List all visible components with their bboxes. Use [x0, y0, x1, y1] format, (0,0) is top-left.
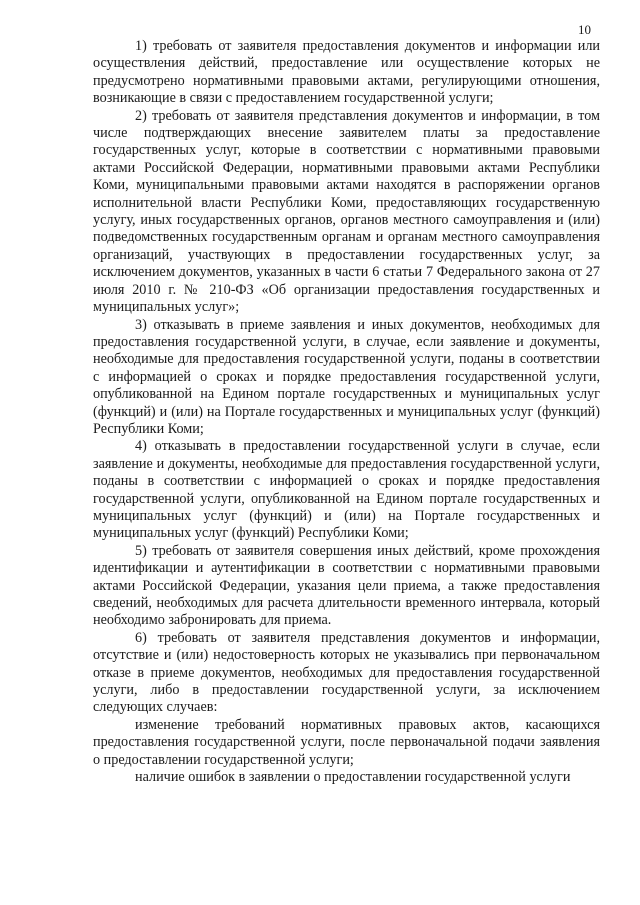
paragraph-item-3: 3) отказывать в приеме заявления и иных документов, необходимых для предоставления государственной услуги, в случае, если заявление и документы, необходимые для предоставления государственной услуги, поданы в соответствии с информацией о сроках и порядке предоставления государственной услуги, опубликованной на Едином портале государственных и муниципальных услуг (функций) и (или) на Портале государственных и муниципальных услуг (функций) Республики Коми;: [93, 316, 600, 437]
paragraph-item-6: 6) требовать от заявителя представления документов и информации, отсутствие и (или) недостоверность которых не указывались при первоначальном отказе в приеме документов, необходимых для предоставления государственной услуги, либо в предоставлении государственной услуги, за исключением следующих случаев:: [93, 629, 600, 716]
document-body: [93, 38, 600, 786]
paragraph-exception-2: наличие ошибок в заявлении о предоставлении государственной услуги: [135, 769, 571, 786]
paragraph-exception-1: изменение требований нормативных правовых актов, касающихся предоставления государственной услуги, после первоначальной подачи заявления о предоставлении государственной услуги;: [93, 716, 600, 768]
page-number: 10: [578, 22, 591, 37]
paragraph-item-5: 5) требовать от заявителя совершения иных действий, кроме прохождения идентификации и аутентификации в соответствии с нормативными правовыми актами Российской Федерации, указания цели приема, а также предоставления сведений, необходимых для расчета длительности временного интервала, который необходимо забронировать для приема.: [93, 542, 600, 629]
paragraph-item-2: 2) требовать от заявителя представления документов и информации, в том числе подтверждающих внесение заявителем платы за предоставление государственных услуг, которые в соответствии с нормативными правовыми актами Российской Федерации, нормативными правовыми актами Республики Коми, муниципальными правовыми актами находятся в распоряжении органов исполнительной власти Республики Коми, предоставляющих государственную услугу, иных государственных органов, органов местного самоуправления и (или) подведомственных государственным органам и органам местного самоуправления организаций, участвующих в предоставлении государственных услуг, за исключением документов, указанных в части 6 статьи 7 Федерального закона от 27 июля 2010 г. № 210-ФЗ «Об организации предоставления государственных и муниципальных услуг»;: [93, 107, 600, 316]
paragraph-item-4: 4) отказывать в предоставлении государственной услуги в случае, если заявление и документы, необходимые для предоставления государственной услуги, поданы в соответствии с информацией о сроках и порядке предоставления государственной услуги, опубликованной на Едином портале государственных и муниципальных услуг (функций) и (или) на Портале государственных и муниципальных услуг (функций) Республики Коми;: [93, 438, 600, 542]
paragraph-item-1: 1) требовать от заявителя предоставления документов и информации или осуществления действий, предоставление или осуществление которых не предусмотрено нормативными правовыми актами, регулирующими отношения, возникающие в связи с предоставлением государственной услуги;: [93, 38, 600, 107]
